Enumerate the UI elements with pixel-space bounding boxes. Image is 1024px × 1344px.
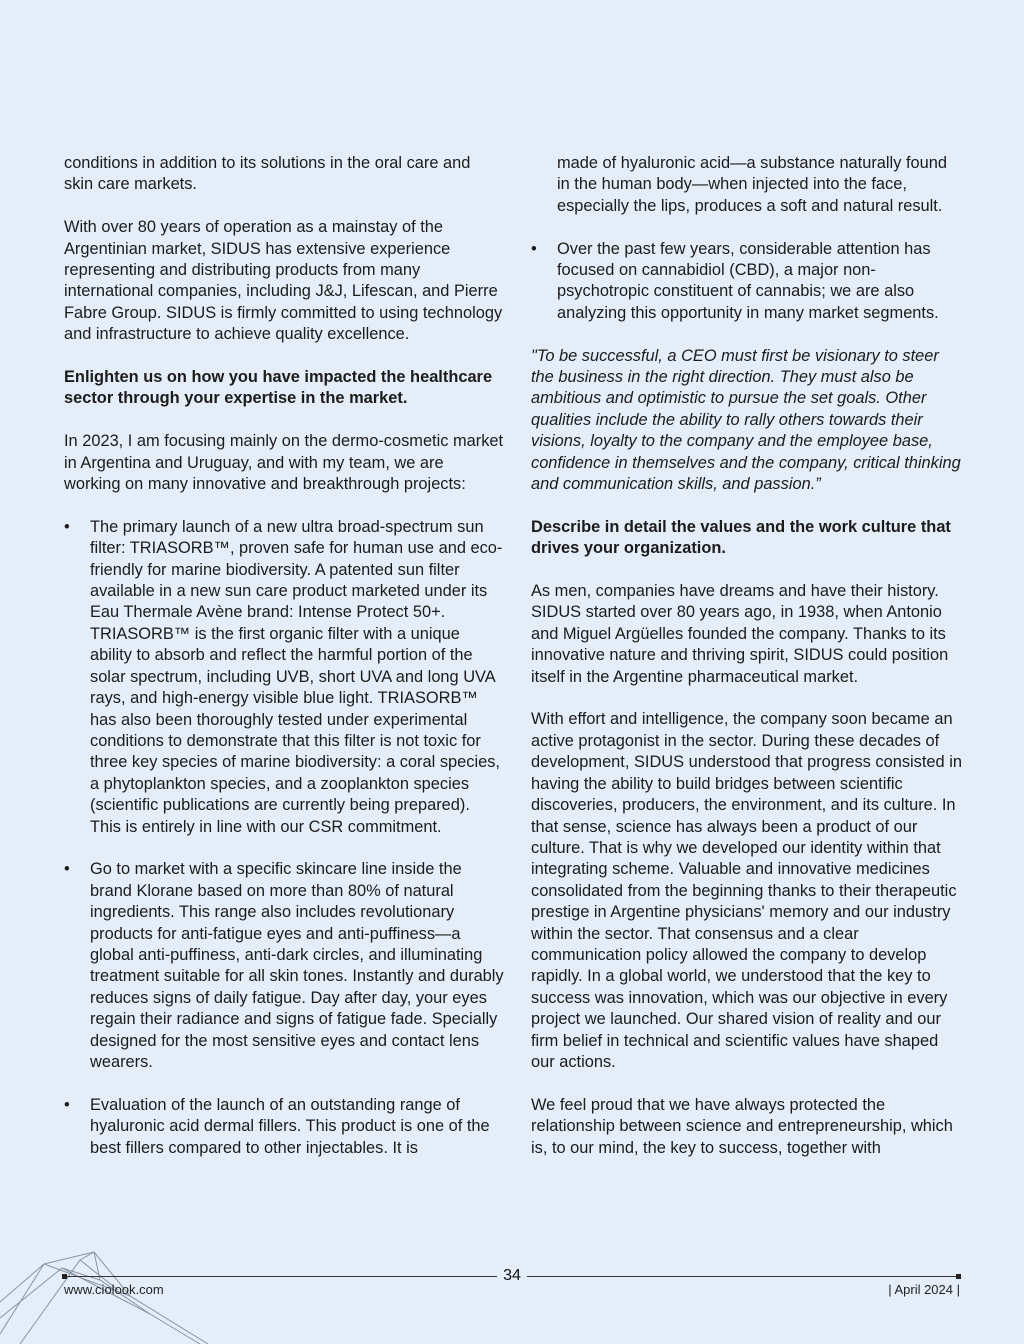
bullet-text: Evaluation of the launch of an outstanding range of hyaluronic acid dermal fillers. This product is one of the best fillers compared to other injectables. It is bbox=[90, 1095, 490, 1157]
left-column bbox=[64, 153, 504, 1180]
bullet-item bbox=[531, 239, 963, 325]
footer-rule-end-dot bbox=[956, 1274, 961, 1279]
bullet-dot: • bbox=[531, 239, 537, 258]
issue-date: | April 2024 | bbox=[888, 1282, 960, 1297]
paragraph: As men, companies have dreams and have their history. SIDUS started over 80 years ago, in 1938, when Antonio and Miguel Argüelles founded the company. Thanks to its innovative nature and thriving spirit, SIDUS could position itself in the Argentine pharmaceutical market. bbox=[531, 582, 949, 686]
bullet-text: Go to market with a specific skincare line inside the brand Klorane based on more than 80% of natural ingredients. This range also includes revolutionary products for anti-fatigue eyes and anti-puffiness—a global anti-puffiness, anti-dark circles, and illuminating treatment suitable for all skin tones. Instantly and durably reduces signs of daily fatigue. Day after day, your eyes regain their radiance and signs of fatigue fade. Specially designed for the most sensitive eyes and contact lens wearers. bbox=[90, 860, 504, 1071]
footer-rule-end-dot bbox=[62, 1274, 67, 1279]
bullet-continuation: made of hyaluronic acid—a substance naturally found in the human body—when injected into the face, especially the lips, produces a soft and natural result. bbox=[557, 154, 947, 215]
paragraph: With over 80 years of operation as a mainstay of the Argentinian market, SIDUS has extensive experience representing and distributing products from many international companies, including J&J, Lifescan, and Pierre Fabre Group. SIDUS is firmly committed to using technology and infrastructure to achieve quality excellence. bbox=[64, 218, 503, 344]
paragraph: We feel proud that we have always protected the relationship between science and entrepreneurship, which is, to our mind, the key to success, together with bbox=[531, 1095, 953, 1157]
bullet-dot: • bbox=[64, 1095, 70, 1114]
bullet-text: Over the past few years, considerable attention has focused on cannabidiol (CBD), a major non-psychotropic constituent of cannabis; we are also analyzing this opportunity in many market segments. bbox=[557, 239, 939, 322]
website-link[interactable]: www.ciolook.com bbox=[64, 1282, 164, 1297]
bullet-dot: • bbox=[64, 860, 70, 879]
bullet-text: The primary launch of a new ultra broad-spectrum sun filter: TRIASORB™, proven safe for human use and eco-friendly for marine biodiversity. A patented sun filter available in a new sun care product marketed under its Eau Thermale Avène brand: Intense Protect 50+. TRIASORB™ is the first organic filter with a unique ability to absorb and reflect the harmful portion of the solar spectrum, including UVB, short UVA and long UVA rays, and high-energy visible blue light. TRIASORB™ has also been thoroughly tested under experimental conditions to demonstrate that this filter is not toxic for three key species of marine biodiversity: a coral species, a phytoplankton species, and a zooplankton species (scientific publications are currently being prepared). This is entirely in line with our CSR commitment. bbox=[90, 517, 503, 836]
interview-question: Enlighten us on how you have impacted the healthcare sector through your expertise in the market. bbox=[64, 368, 493, 408]
bullet-dot: • bbox=[64, 517, 70, 536]
paragraph: conditions in addition to its solutions in the oral care and skin care markets. bbox=[64, 154, 471, 194]
bullet-item bbox=[64, 1095, 504, 1159]
page-number: 34 bbox=[497, 1267, 527, 1285]
bullet-item bbox=[64, 859, 504, 1073]
bullet-item bbox=[64, 517, 504, 838]
geometric-decoration bbox=[0, 1250, 220, 1344]
pull-quote: "To be successful, a CEO must first be visionary to steer the business in the right direction. They must also be ambitious and optimistic to pursue the set goals. Other qualities include the ability to rally others towards their visions, loyalty to the company and the employee base, confidence in themselves and the company, critical thinking and communication skills, and passion.” bbox=[531, 346, 961, 494]
paragraph: With effort and intelligence, the company soon became an active protagonist in the sector. During these decades of development, SIDUS understood that progress consisted in having the ability to build bridges between scientific discoveries, producers, the environment, and its culture. In that sense, science has always been a product of our culture. That is why we developed our identity within that integrating scheme. Valuable and innovative medicines consolidated from the beginning thanks to their therapeutic prestige in Argentine physicians' memory and our industry within the sector. That consensus and a clear communication policy allowed the company to develop rapidly. In a global world, we understood that the key to success was innovation, which was our objective in every project we launched. Our shared vision of reality and our firm belief in technical and scientific values have shaped our actions. bbox=[531, 710, 962, 1071]
paragraph: In 2023, I am focusing mainly on the dermo-cosmetic market in Argentina and Uruguay, and with my team, we are working on many innovative and breakthrough projects: bbox=[64, 432, 504, 494]
interview-question: Describe in detail the values and the work culture that drives your organization. bbox=[531, 517, 951, 558]
right-column bbox=[531, 153, 963, 1180]
